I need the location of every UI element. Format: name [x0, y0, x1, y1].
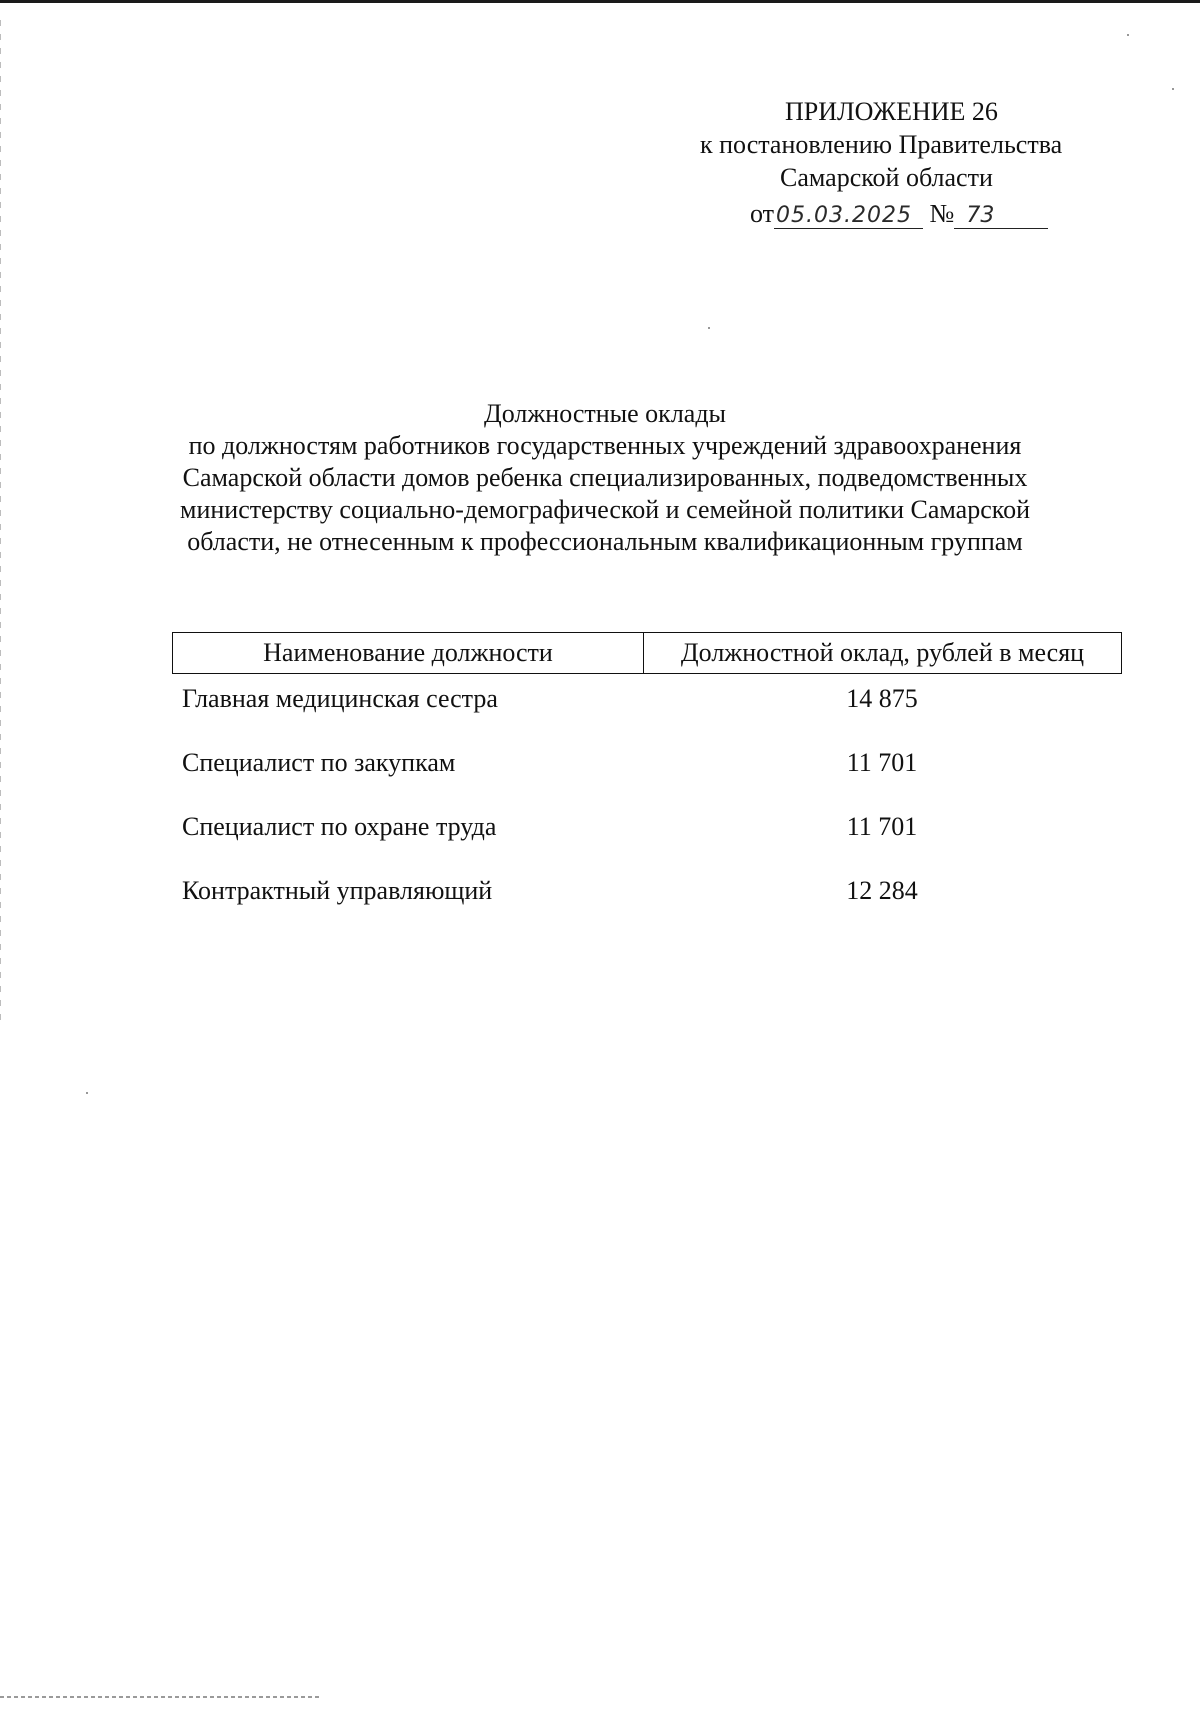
decree-date-number — [750, 197, 1048, 230]
region-name: Самарской области — [780, 163, 993, 192]
scan-edge-bottom — [0, 1696, 320, 1698]
salary-cell: 14 875 — [846, 684, 918, 713]
number-sign: № — [929, 199, 955, 228]
salary-cell: 11 701 — [846, 748, 918, 777]
scan-speck — [86, 1092, 88, 1094]
title-line: по должностям работников государственных учреждений здравоохранения — [188, 431, 1022, 460]
title-line: Должностные оклады — [483, 399, 727, 428]
position-cell: Контрактный управляющий — [182, 876, 493, 905]
scan-edge-top — [0, 0, 1200, 3]
title-line: министерству социально-демографической и семейной политики Самарской — [180, 495, 1030, 524]
salary-cell: 11 701 — [846, 812, 918, 841]
title-line: Самарской области домов ребенка специализированных, подведомственных — [182, 463, 1028, 492]
from-prefix: от — [750, 199, 775, 228]
table-row — [172, 674, 1122, 738]
scan-speck — [708, 327, 710, 329]
scan-speck — [1127, 34, 1129, 36]
position-cell: Главная медицинская сестра — [182, 684, 498, 713]
position-cell: Специалист по закупкам — [182, 748, 456, 777]
table-row — [172, 802, 1122, 866]
column-header-salary: Должностной оклад, рублей в месяц — [680, 638, 1085, 667]
scan-edge-left — [0, 20, 1, 1020]
column-header-position: Наименование должности — [173, 633, 644, 673]
table-header — [172, 632, 1122, 674]
scan-speck — [1172, 88, 1174, 90]
handwritten-number: 73 — [954, 204, 1048, 229]
decree-reference: к постановлению Правительства — [700, 130, 1063, 159]
document-title — [150, 398, 1060, 558]
position-cell: Специалист по охране труда — [182, 812, 497, 841]
handwritten-date: 05.03.2025 — [774, 204, 923, 229]
table-row — [172, 866, 1122, 930]
title-line: области, не отнесенным к профессиональным квалификационным группам — [187, 527, 1023, 556]
appendix-heading: ПРИЛОЖЕНИЕ 26 — [785, 97, 998, 126]
table-row — [172, 738, 1122, 802]
salary-cell: 12 284 — [846, 876, 918, 905]
salary-table — [172, 632, 1122, 930]
